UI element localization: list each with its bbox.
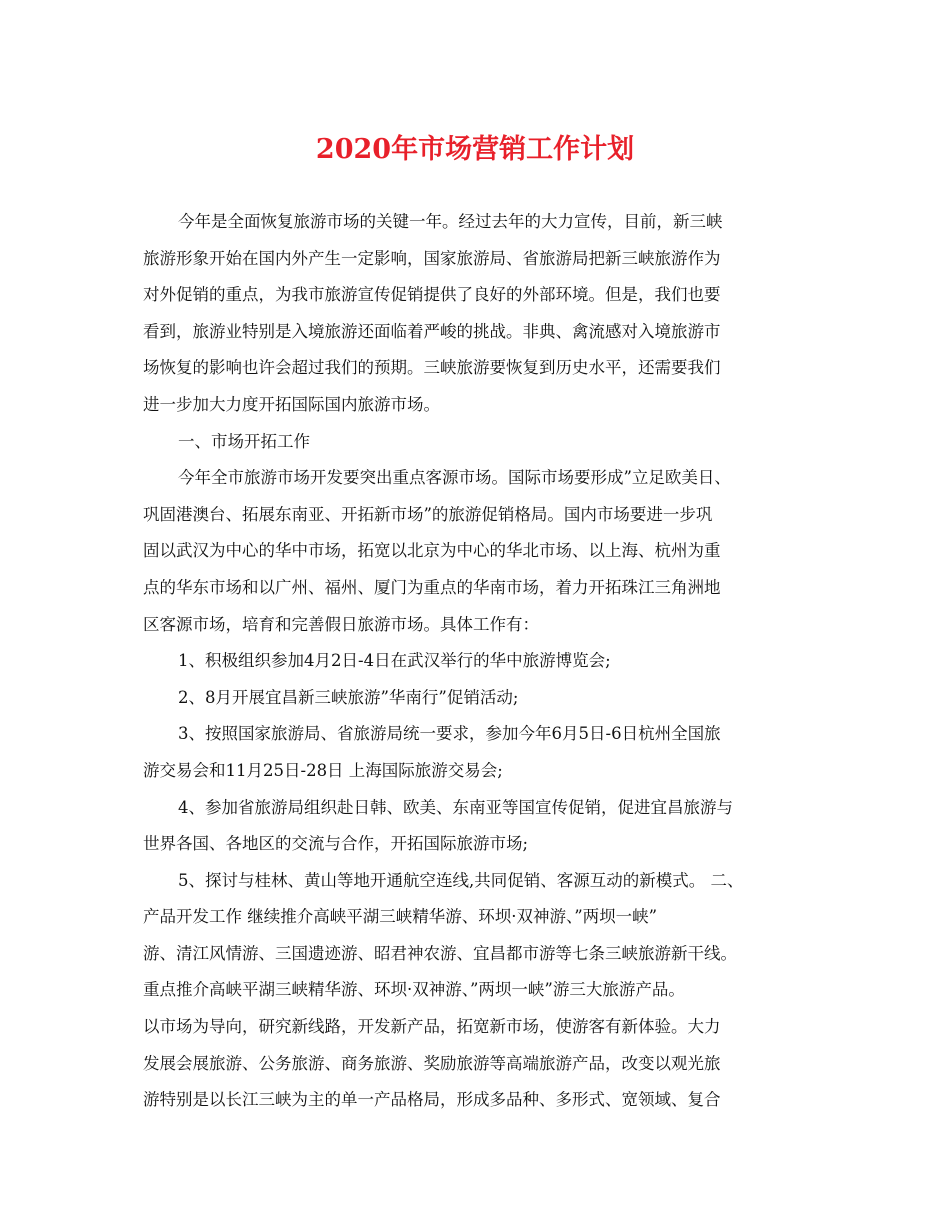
text-line: 场恢复的影响也许会超过我们的预期。三峡旅游要恢复到历史水平，还需要我们 xyxy=(143,358,721,378)
text-line: 今年全市旅游市场开发要突出重点客源市场。国际市场要形成”立足欧美日、 xyxy=(178,468,731,488)
document-body xyxy=(143,204,828,1119)
text-line: 发展会展旅游、公务旅游、商务旅游、奖励旅游等高端旅游产品，改变以观光旅 xyxy=(143,1053,721,1073)
text-line: 1、积极组织参加4月2日-4日在武汉举行的华中旅游博览会; xyxy=(178,651,611,671)
text-line: 3、按照国家旅游局、省旅游局统一要求，参加今年6月5日-6日杭州全国旅 xyxy=(178,724,721,744)
text-line: 巩固港澳台、拓展东南亚、开拓新市场”的旅游促销格局。国内市场要进一步巩 xyxy=(143,504,713,524)
text-line: 今年是全面恢复旅游市场的关键一年。经过去年的大力宣传，目前，新三峡 xyxy=(178,212,723,231)
text-line: 一、市场开拓工作 xyxy=(178,431,310,451)
text-line: 游特别是以长江三峡为主的单一产品格局，形成多品种、多形式、宽领域、复合 xyxy=(143,1090,721,1110)
text-line: 游、清江风情游、三国遗迹游、昭君神农游、宜昌都市游等七条三峡旅游新干线。 xyxy=(143,943,737,963)
text-line: 旅游形象开始在国内外产生一定影响，国家旅游局、省旅游局把新三峡旅游作为 xyxy=(143,248,721,268)
text-line: 对外促销的重点，为我市旅游宣传促销提供了良好的外部环境。但是，我们也要 xyxy=(143,285,721,305)
text-line: 4、参加省旅游局组织赴日韩、欧美、东南亚等国宣传促销，促进宜昌旅游与 xyxy=(178,797,733,817)
text-line: 点的华东市场和以广州、福州、厦门为重点的华南市场，着力开拓珠江三角洲地 xyxy=(143,577,721,597)
text-line: 固以武汉为中心的华中市场，拓宽以北京为中心的华北市场、以上海、杭州为重 xyxy=(143,541,721,561)
text-line: 以市场为导向，研究新线路，开发新产品，拓宽新市场，使游客有新体验。大力 xyxy=(143,1017,721,1037)
text-line: 看到，旅游业特别是入境旅游还面临着严峻的挑战。非典、禽流感对入境旅游市 xyxy=(143,321,721,341)
text-line: 游交易会和11月25日-28日 上海国际旅游交易会; xyxy=(143,760,503,780)
text-line: 世界各国、各地区的交流与合作，开拓国际旅游市场; xyxy=(143,834,529,854)
text-line: 进一步加大力度开拓国际国内旅游市场。 xyxy=(143,394,440,414)
document-title: 2020年市场营销工作计划 xyxy=(315,134,635,165)
text-line: 5、探讨与桂林、黄山等地开通航空连线,共同促销、客源互动的新模式。 二、 xyxy=(178,870,744,890)
text-line: 产品开发工作 继续推介高峡平湖三峡精华游、环坝·双神游、”两坝一峡” xyxy=(143,907,658,927)
text-line: 重点推介高峡平湖三峡精华游、环坝·双神游、”两坝一峡”游三大旅游产品。 xyxy=(143,980,685,1000)
text-line: 区客源市场，培育和完善假日旅游市场。具体工作有： xyxy=(143,614,539,634)
text-line: 2、8月开展宜昌新三峡旅游”华南行”促销活动; xyxy=(178,687,519,707)
